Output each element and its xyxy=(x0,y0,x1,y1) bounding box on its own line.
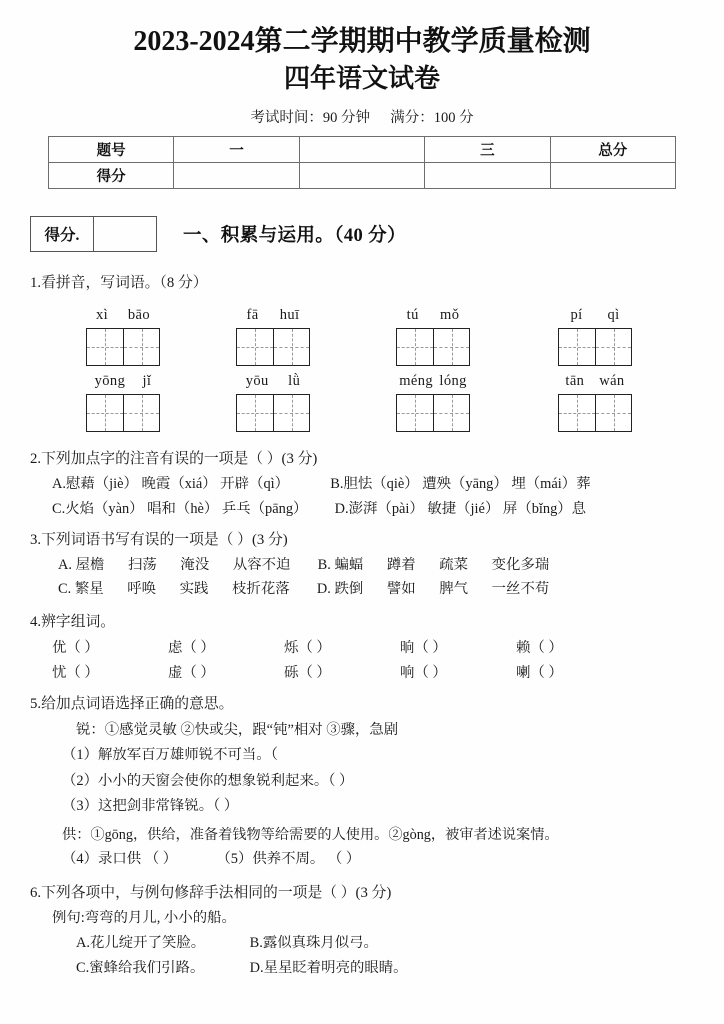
section-header xyxy=(30,216,724,252)
pinyin-label xyxy=(558,370,632,392)
pinyin-group xyxy=(396,370,470,432)
option-b[interactable] xyxy=(318,554,550,576)
score-table-col-3: 总分 xyxy=(550,136,675,162)
pinyin-syllable: bāo xyxy=(127,306,151,323)
option-a[interactable] xyxy=(58,554,290,576)
tianzige-box[interactable] xyxy=(86,394,160,432)
pinyin-syllable: xì xyxy=(95,306,109,323)
table-row xyxy=(49,162,676,188)
option-d[interactable] xyxy=(335,498,586,520)
option-b-label: B. xyxy=(317,556,331,573)
option-c-label: C. xyxy=(76,960,90,977)
question-5-item-2[interactable]: （2）小小的天窗会使你的想象锐利起来。（ ） xyxy=(62,772,354,789)
option-a-word: 淹没 xyxy=(180,556,210,573)
option-b-label: B. xyxy=(330,476,344,493)
pinyin-syllable: qì xyxy=(607,306,620,323)
question-6 xyxy=(0,882,724,980)
option-b-word: 蹲着 xyxy=(386,556,416,573)
option-a-word: 扫荡 xyxy=(128,556,157,573)
tianzige-cell[interactable] xyxy=(433,395,469,431)
option-b-text: 露似真珠月似弓。 xyxy=(262,935,378,952)
pinyin-syllable: méng xyxy=(399,373,434,390)
option-a-word: 从容不迫 xyxy=(232,556,291,573)
pinyin-group xyxy=(396,304,470,366)
bianzi-blank[interactable]: 赖（ ） xyxy=(516,639,563,656)
pinyin-syllable: yōng xyxy=(94,373,126,390)
tianzige-cell[interactable] xyxy=(273,329,309,365)
score-table-col-2: 三 xyxy=(425,136,550,162)
option-a-word: 屋檐 xyxy=(75,556,105,573)
tianzige-cell[interactable] xyxy=(87,395,123,431)
bianzi-blank[interactable]: 砾（ ） xyxy=(284,664,331,681)
question-5-item-3[interactable]: （3）这把剑非常锋锐。（ ） xyxy=(62,798,239,815)
pinyin-syllable: pí xyxy=(570,306,583,323)
tianzige-cell[interactable] xyxy=(123,395,159,431)
question-2-options-line-2 xyxy=(52,498,724,520)
option-c-text: 火焰（yàn） 唱和（hè） 乒乓（pāng） xyxy=(65,500,308,517)
tianzige-cell[interactable] xyxy=(559,395,595,431)
tianzige-box[interactable] xyxy=(236,394,310,432)
bianzi-blank[interactable]: 优（ ） xyxy=(52,639,99,656)
pinyin-syllable: yōu xyxy=(245,373,269,390)
option-c[interactable] xyxy=(52,498,307,520)
bianzi-row-1 xyxy=(52,637,724,659)
tianzige-cell[interactable] xyxy=(595,329,631,365)
option-d-label: D. xyxy=(249,960,264,977)
question-5-item-4[interactable]: （4）录口供 （ ） xyxy=(62,851,178,868)
defen-label: 得分. xyxy=(31,217,94,251)
option-d-word: 跌倒 xyxy=(334,581,364,598)
bianzi-blank[interactable]: 烁（ ） xyxy=(284,639,331,656)
bianzi-blank[interactable]: 虑（ ） xyxy=(168,639,215,656)
question-6-options-line-2 xyxy=(76,957,724,979)
question-4-stem: 4.辨字组词。 xyxy=(30,613,116,630)
score-cell-0[interactable] xyxy=(174,162,299,188)
tianzige-cell[interactable] xyxy=(123,329,159,365)
tianzige-cell[interactable] xyxy=(433,329,469,365)
option-b-word: 蝙蝠 xyxy=(334,556,364,573)
option-b[interactable] xyxy=(330,473,590,495)
question-5-stem: 5.给加点词语选择正确的意思。 xyxy=(30,696,234,713)
exam-meta xyxy=(0,95,724,127)
option-d-word: 一丝不苟 xyxy=(491,581,550,598)
question-6-example: 例句:弯弯的月儿, 小小的船。 xyxy=(52,909,236,926)
option-d-text: 星星眨着明亮的眼睛。 xyxy=(263,960,408,977)
tianzige-cell[interactable] xyxy=(87,329,123,365)
option-d[interactable] xyxy=(317,578,549,600)
pinyin-syllable: tān xyxy=(565,373,585,390)
question-5-definition-gong: 供：①gōng，供给，准备着钱物等给需要的人使用。②gòng，被审者述说案情。 xyxy=(62,827,559,844)
question-5 xyxy=(0,693,724,871)
tianzige-box[interactable] xyxy=(396,328,470,366)
pinyin-group xyxy=(86,370,160,432)
exam-time: 考试时间：90 分钟 xyxy=(250,109,370,126)
question-5-item-1[interactable]: （1）解放军百万雄师锐不可当。（ xyxy=(62,747,278,764)
bianzi-blank[interactable]: 响（ ） xyxy=(400,664,447,681)
question-2 xyxy=(0,448,724,520)
question-6-stem: 6.下列各项中，与例句修辞手法相同的一项是（ ）(3 分) xyxy=(30,884,392,901)
pinyin-label xyxy=(236,370,310,392)
question-5-items-4-5 xyxy=(62,848,724,870)
question-6-options-line-1 xyxy=(76,932,724,954)
question-3-stem: 3.下列词语书写有误的一项是（ ）(3 分) xyxy=(30,532,288,549)
option-d-label: D. xyxy=(334,500,349,517)
table-row xyxy=(49,136,676,162)
option-c[interactable] xyxy=(58,578,290,600)
question-3-options-line-2 xyxy=(58,578,724,600)
pinyin-label xyxy=(558,304,632,326)
exam-total-score: 满分：100 分 xyxy=(390,109,474,126)
option-b-text: 胆怯（qiè） 遭殃（yāng） 埋（mái）葬 xyxy=(343,476,591,493)
pinyin-syllable: fā xyxy=(246,306,259,323)
score-cell-3[interactable] xyxy=(550,162,675,188)
tianzige-cell[interactable] xyxy=(595,395,631,431)
pinyin-label xyxy=(86,304,160,326)
tianzige-box[interactable] xyxy=(396,394,470,432)
option-d-word: 脾气 xyxy=(439,581,469,598)
pinyin-group xyxy=(558,370,632,432)
question-1-stem: 1.看拼音，写词语。（8 分） xyxy=(30,274,208,291)
option-a[interactable] xyxy=(76,932,246,954)
score-table-row-label-0: 题号 xyxy=(49,136,174,162)
pinyin-label xyxy=(396,304,470,326)
option-c[interactable] xyxy=(76,957,246,979)
option-c-text: 蜜蜂给我们引路。 xyxy=(89,960,205,977)
bianzi-blank[interactable]: 喇（ ） xyxy=(516,664,563,681)
pinyin-group xyxy=(558,304,632,366)
pinyin-row-2 xyxy=(0,370,724,432)
option-a-text: 慰藉（jiè） 晚霞（xiá） 开辟（qì） xyxy=(66,476,290,493)
tianzige-box[interactable] xyxy=(86,328,160,366)
option-c-word: 呼唤 xyxy=(127,581,157,598)
score-table-col-1 xyxy=(299,136,424,162)
pinyin-syllable: wán xyxy=(599,373,625,390)
pinyin-group xyxy=(236,370,310,432)
bianzi-zuci-table xyxy=(52,637,724,685)
pinyin-label xyxy=(236,304,310,326)
option-b-word: 变化多瑞 xyxy=(491,556,550,573)
tianzige-box[interactable] xyxy=(236,328,310,366)
score-table-wrapper xyxy=(48,136,676,189)
page-title: 2023-2024第二学期期中教学质量检测 xyxy=(133,26,591,57)
question-3-options-line-1 xyxy=(58,554,724,576)
pinyin-row-1 xyxy=(0,304,724,366)
option-d-word: 譬如 xyxy=(386,581,416,598)
question-3 xyxy=(0,529,724,601)
option-c-word: 实践 xyxy=(179,581,209,598)
pinyin-label xyxy=(86,370,160,392)
score-table-row-label-1: 得分 xyxy=(49,162,174,188)
question-5-definition-rui: 锐：①感觉灵敏 ②快或尖，跟“钝”相对 ③骤，急剧 xyxy=(76,722,399,739)
option-a-label: A. xyxy=(76,935,90,952)
bianzi-blank[interactable]: 晌（ ） xyxy=(400,639,447,656)
option-d-label: D. xyxy=(316,581,331,598)
question-5-item-5[interactable]: （5）供养不周。 （ ） xyxy=(216,851,361,868)
score-cell-1[interactable] xyxy=(299,162,424,188)
pinyin-group xyxy=(236,304,310,366)
page-subtitle: 四年语文试卷 xyxy=(283,64,440,94)
pinyin-grid-area xyxy=(0,304,724,433)
option-a-text: 花儿绽开了笑脸。 xyxy=(90,935,206,952)
score-table-col-0: 一 xyxy=(174,136,299,162)
question-1 xyxy=(0,272,724,433)
tianzige-box[interactable] xyxy=(558,328,632,366)
option-a-label: A. xyxy=(58,556,72,573)
option-d-text: 澎湃（pài） 敏捷（jié） 屏（bǐng）息 xyxy=(348,500,587,517)
tianzige-cell[interactable] xyxy=(397,329,433,365)
option-b[interactable] xyxy=(250,932,420,954)
pinyin-syllable: lǜ xyxy=(288,373,301,390)
score-cell-2[interactable] xyxy=(425,162,550,188)
bianzi-row-2 xyxy=(52,662,724,684)
tianzige-box[interactable] xyxy=(558,394,632,432)
question-2-options-line-1 xyxy=(52,473,724,495)
option-c-label: C. xyxy=(58,581,72,598)
question-2-stem: 2.下列加点字的注音有误的一项是（ ）(3 分) xyxy=(30,451,318,468)
pinyin-label xyxy=(396,370,470,392)
tianzige-cell[interactable] xyxy=(559,329,595,365)
option-a[interactable] xyxy=(52,473,289,495)
option-a-label: A. xyxy=(52,476,66,493)
defen-value[interactable] xyxy=(94,217,156,251)
pinyin-syllable: mǒ xyxy=(440,306,460,323)
bianzi-blank[interactable]: 忧（ ） xyxy=(52,664,99,681)
pinyin-group xyxy=(86,304,160,366)
option-c-word: 枝折花落 xyxy=(232,581,290,598)
section-title: 一、积累与运用。（40 分） xyxy=(183,225,406,246)
score-table xyxy=(48,136,676,189)
pinyin-syllable: jǐ xyxy=(142,373,152,390)
option-c-word: 繁星 xyxy=(74,581,104,598)
option-b-label: B. xyxy=(249,935,263,952)
tianzige-cell[interactable] xyxy=(397,395,433,431)
option-c-label: C. xyxy=(52,500,66,517)
bianzi-blank[interactable]: 虚（ ） xyxy=(168,664,215,681)
option-b-word: 疏菜 xyxy=(439,556,469,573)
pinyin-syllable: lóng xyxy=(439,373,467,390)
tianzige-cell[interactable] xyxy=(237,395,273,431)
tianzige-cell[interactable] xyxy=(237,329,273,365)
pinyin-syllable: tú xyxy=(406,306,419,323)
pinyin-syllable: huī xyxy=(279,306,300,323)
tianzige-cell[interactable] xyxy=(273,395,309,431)
defen-box xyxy=(30,216,157,252)
option-d[interactable] xyxy=(250,957,420,979)
question-4 xyxy=(0,611,724,685)
